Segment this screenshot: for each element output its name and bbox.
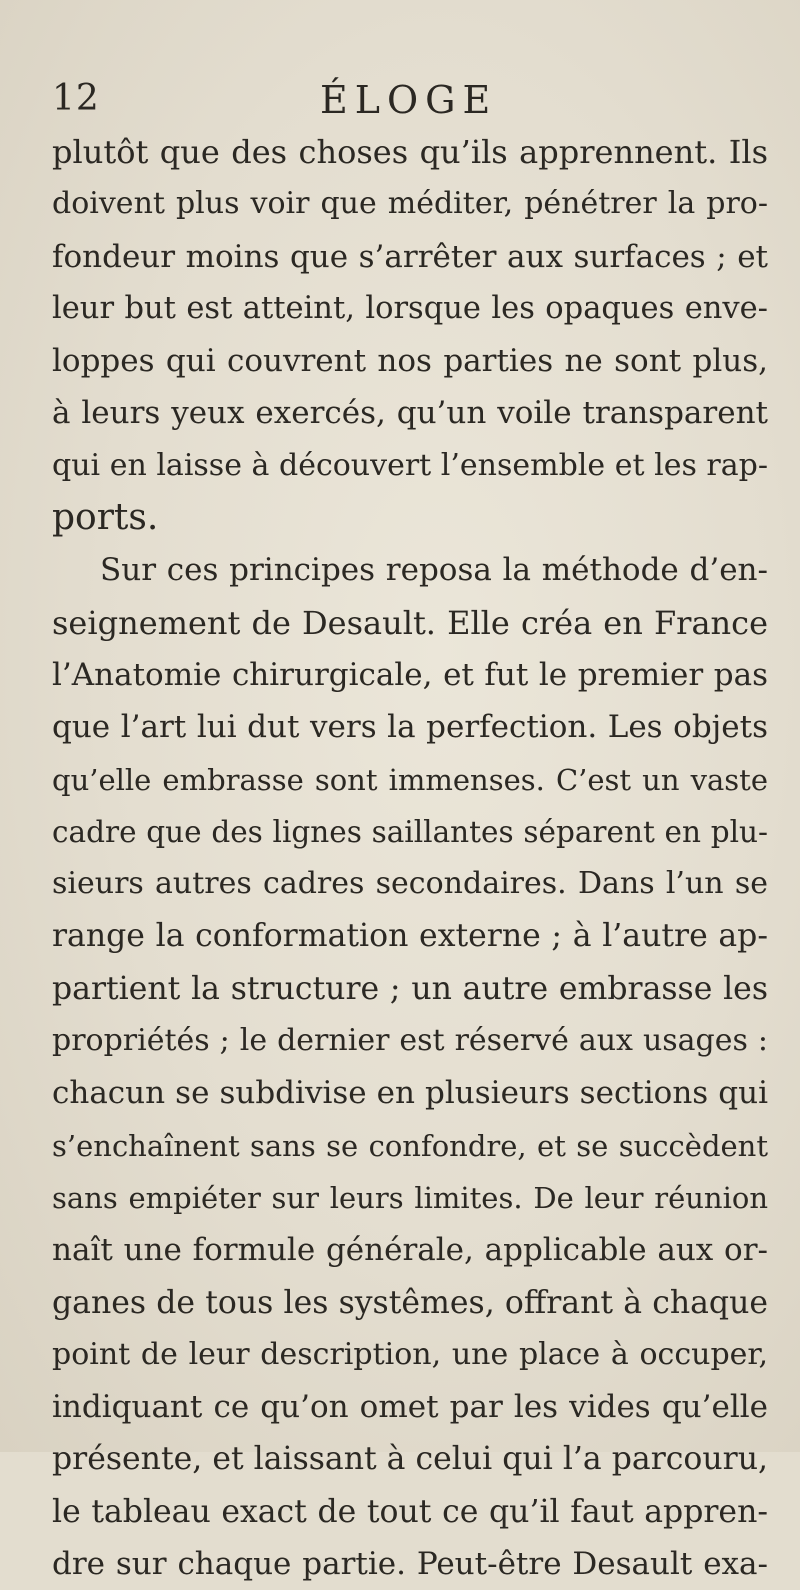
text-line: range la conformation externe ; à l’autre ap-: [52, 918, 768, 955]
body-text: [52, 126, 768, 1590]
text-line: indiquant ce qu’on omet par les vides qu’elle: [52, 1389, 768, 1426]
text-line: loppes qui couvrent nos parties ne sont plus,: [52, 343, 768, 380]
paragraph-start-line: Sur ces principes reposa la méthode d’en-: [100, 552, 768, 589]
text-line: présente, et laissant à celui qui l’a parcouru,: [52, 1441, 768, 1478]
text-line: l’Anatomie chirurgicale, et fut le premier pas: [52, 656, 768, 693]
text-line: à leurs yeux exercés, qu’un voile transparent: [52, 395, 768, 432]
text-line: dre sur chaque partie. Peut-être Desault exa-: [52, 1546, 768, 1583]
text-line: fondeur moins que s’arrêter aux surfaces ; et: [52, 238, 768, 275]
text-line: plutôt que des choses qu’ils apprennent. Ils: [52, 133, 768, 171]
page-header: [0, 72, 800, 122]
text-line: ports.: [52, 497, 159, 539]
text-line: doivent plus voir que méditer, pénétrer la pro-: [52, 186, 768, 222]
text-line: sans empiéter sur leurs limites. De leur réunion: [52, 1180, 768, 1215]
text-line: chacun se subdivise en plusieurs sections qui: [52, 1075, 768, 1112]
running-title: ÉLOGE: [320, 78, 498, 122]
text-line: qu’elle embrasse sont immenses. C’est un vaste: [52, 762, 768, 797]
text-line: s’enchaînent sans se confondre, et se succèdent: [52, 1128, 768, 1163]
text-line: point de leur description, une place à occuper,: [52, 1336, 768, 1372]
text-line: naît une formule générale, applicable aux or-: [52, 1232, 768, 1269]
page-number: 12: [52, 78, 100, 119]
text-line: leur but est atteint, lorsque les opaques enve-: [52, 290, 768, 326]
text-line: ganes de tous les systêmes, offrant à chaque: [52, 1284, 768, 1321]
text-line: partient la structure ; un autre embrasse les: [52, 970, 768, 1007]
text-line: seignement de Desault. Elle créa en France: [52, 603, 768, 642]
text-line: propriétés ; le dernier est réservé aux usages :: [52, 1023, 768, 1059]
text-line: le tableau exact de tout ce qu’il faut appren-: [52, 1493, 768, 1530]
text-line: cadre que des lignes saillantes séparent en plu-: [52, 814, 768, 849]
text-line: sieurs autres cadres secondaires. Dans l’un se: [52, 866, 768, 902]
text-line: que l’art lui dut vers la perfection. Les objets: [52, 709, 768, 746]
text-line: qui en laisse à découvert l’ensemble et les rap-: [52, 447, 768, 483]
